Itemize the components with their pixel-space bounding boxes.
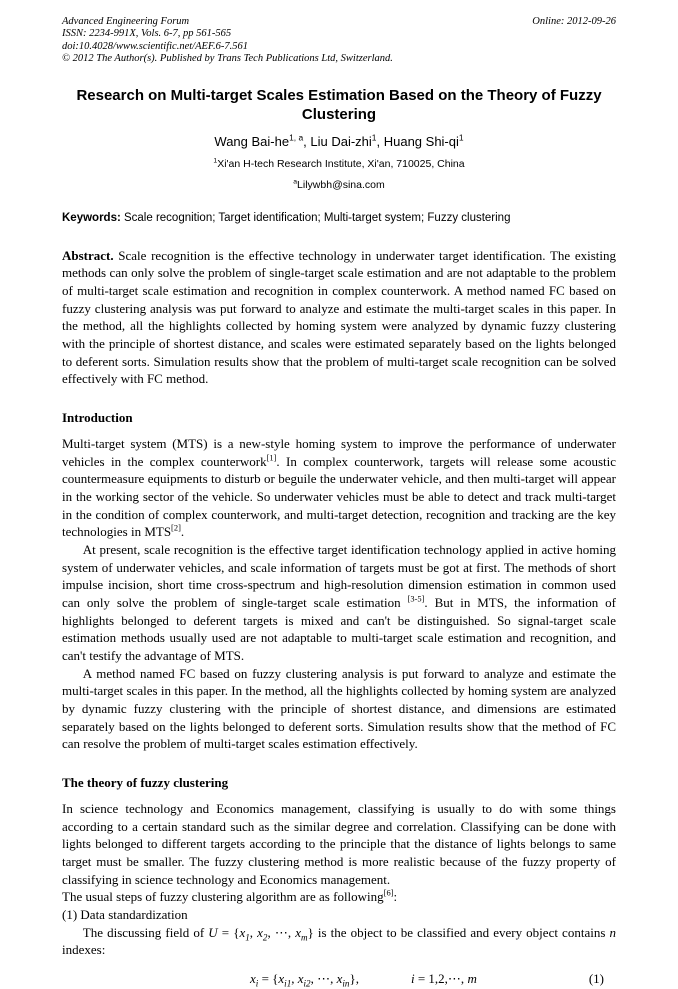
equation-body: $x_i = \{x_{i1}$, $x_{i2}$, ⋯, $x_{in}$},: [250, 971, 359, 989]
paragraph: (1) Data standardization: [62, 907, 188, 922]
abstract: [62, 247, 616, 388]
equation-1: [62, 971, 616, 987]
journal-issn: ISSN: 2234-991X, Vols. 6-7, pp 561-565: [62, 28, 232, 40]
affiliation-line: $^1$Xi'an H-tech Research Institute, Xi'an, 710025, China: [213, 157, 465, 170]
journal-name: Advanced Engineering Forum: [62, 16, 190, 27]
paper-title: Research on Multi-target Scales Estimation Based on the Theory of Fuzzy Clustering: [76, 86, 602, 123]
paragraph: The discussing field of $U = \{x_1$, $x_2$, ⋯, $x_m$} is the object to be classified and every object contains n indexes:: [62, 924, 616, 958]
journal-doi: doi:10.4028/www.scientific.net/AEF.6-7.561: [62, 40, 248, 52]
journal-copyright: © 2012 The Author(s). Published by Trans Tech Publications Ltd, Switzerland.: [62, 53, 393, 65]
keywords-text: Scale recognition; Target identification; Multi-target system; Fuzzy clustering: [120, 211, 511, 224]
paragraph: A method named FC based on fuzzy clustering analysis is put forward to analyze and estimate the multi-target scales in this paper. In the method, all the highlights collected by homing system are analyzed by dynamic fuzzy clustering with the principle of shortest distance, and dimensions are estimated separately based on the lights belonged to deferent sorts. Simulation results show that the method of FC can resolve the problem of multi-target scales estimation effectively.: [62, 665, 616, 752]
abstract-label: Abstract.: [62, 247, 114, 263]
journal-header: [62, 16, 616, 66]
journal-info: [62, 16, 393, 66]
paper-page: [62, 16, 616, 987]
online-date: Online: 2012-09-26: [532, 16, 616, 27]
equation-number: (1): [588, 971, 604, 987]
paragraph: The usual steps of fuzzy clustering algorithm are as following[6]:: [62, 888, 398, 905]
authors-line: Wang Bai-he$^{1, a}$, Liu Dai-zhi$^1$, Huang Shi-$qi^1$: [214, 132, 464, 149]
abstract-text: Scale recognition is the effective technology in underwater target identification. The existing methods can only solve the problem of single-target scale estimation and are not adaptable to the problem of multi-target scale estimation and recognition in complex counterwork. A method named FC based on fuzzy clustering analysis was put forward to analyze and estimate the multi-target scales in this paper. In the method, all the highlights collected by homing system were analyzed by dynamic fuzzy clustering with the principle of shortest distance, and scales were estimated separately based on the lights belonged to deferent sorts. Simulation results show that the problem of multi-target scale recognition can be solved effectively with FC method.: [62, 247, 616, 387]
paragraph: Multi-target system (MTS) is a new-style homing system to improve the performance of underwater vehicles in the complex counterwork[1]. In complex counterwork, targets will release some acoustic countermeasure equipments to disturb or beguile the underwater vehicle, and then multi-target will appear in the working sector of the vehicle. So underwater vehicles must be able to detect and track multi-target in the condition of complex counterwork, and multi-target detection, recognition and tracking are the key technologies in MTS[2].: [62, 435, 616, 540]
keywords-label: Keywords:: [62, 211, 121, 224]
section-heading-theory: The theory of fuzzy clustering: [62, 774, 229, 790]
paragraph: At present, scale recognition is the effective target identification technology applied in active homing system of underwater vehicles, and scale information of targets must be got at first. The methods of short impulse incision, short time cross-spectrum and high-resolution dimension estimation in common used can only solve the problem of single-target scale estimation [3-5]. But in MTS, the information of highlights belonged to deferent targets is mixed and can't be distinguished. So signal-target scale estimation methods usually used are not adaptable to multi-target scale estimation and recognition, and can't testify the advantage of MTS.: [62, 541, 616, 663]
keywords-line: [62, 212, 616, 224]
equation-condition: i = 1,2,⋯, m: [410, 971, 477, 987]
paragraph: In science technology and Economics management, classifying is usually to do with some things according to a certain standard such as the similar degree and correlation. Classifying can be done with lights belonged to different targets according to the principle that the distance of lights belongs to same target must be smaller. The fuzzy clustering method is more realistic because of the fuzzy property of classifying in science technology and Economics management.: [62, 800, 616, 887]
section-heading-introduction: Introduction: [62, 409, 133, 425]
email-line: $^a$Lilywbh@sina.com: [293, 178, 385, 191]
